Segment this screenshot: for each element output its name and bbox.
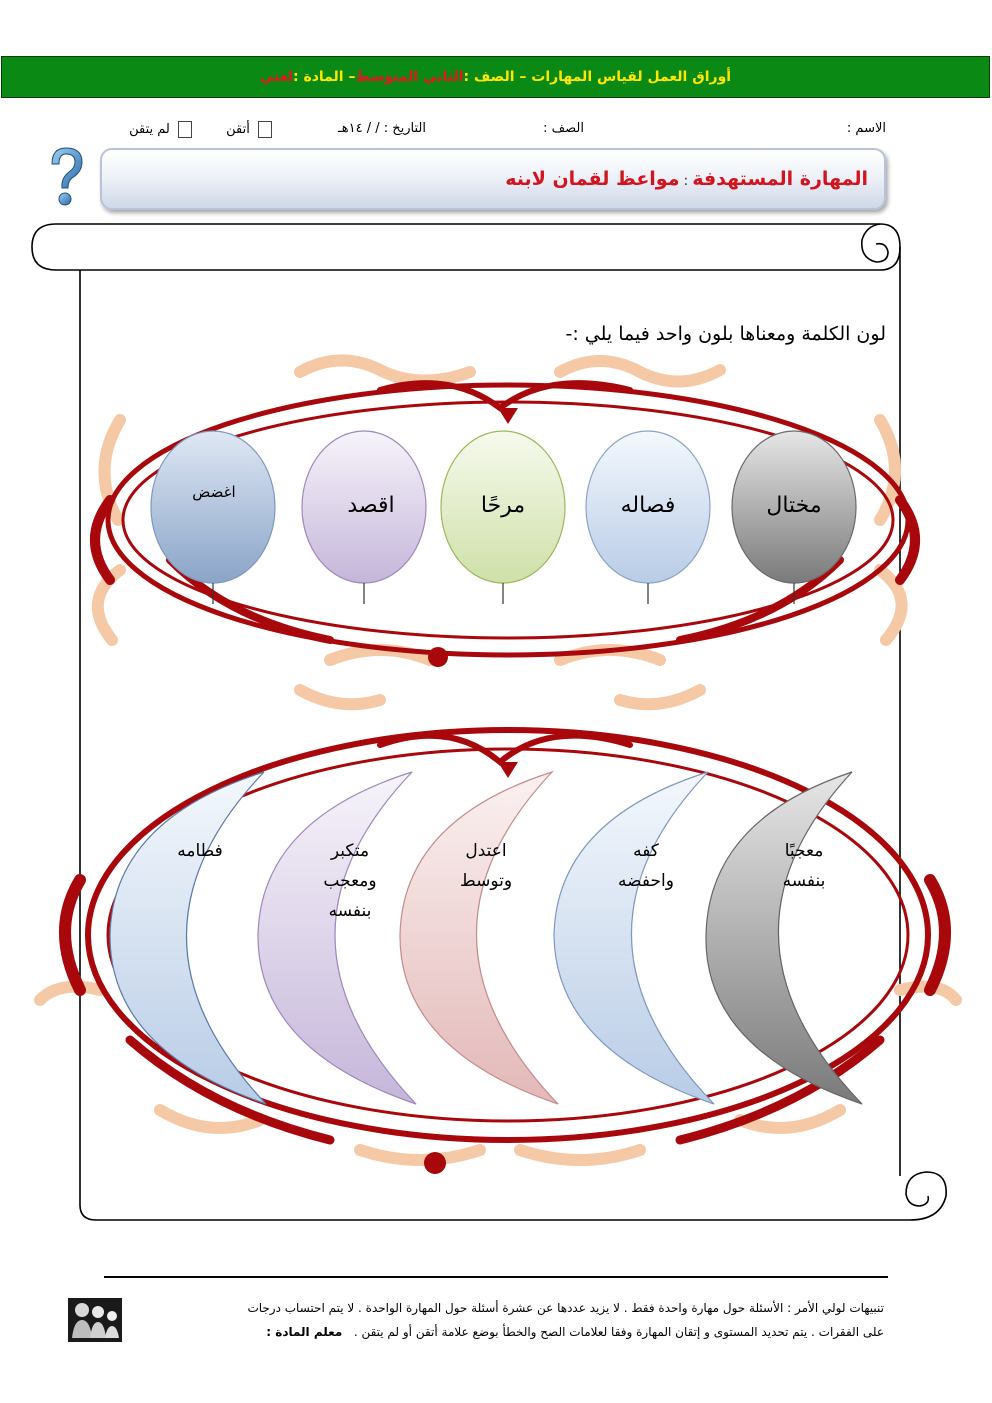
- meaning-moon-5[interactable]: [110, 772, 266, 1104]
- class-field: الصف :: [543, 121, 584, 136]
- skill-label: المهارة المستهدفة: [692, 168, 868, 190]
- meaning-label-1: [754, 836, 854, 896]
- banner-subject-label: – المادة :: [292, 69, 356, 85]
- date-field: التاريخ : / / ١٤هـ: [337, 121, 426, 136]
- footer-divider: [104, 1276, 888, 1278]
- footer-notes: [132, 1296, 884, 1344]
- not-mastered-label: لم يتقن: [129, 122, 170, 137]
- meaning-3-line-2: وتوسط: [459, 871, 513, 891]
- parents-icon: [68, 1298, 122, 1342]
- meaning-3-line-1: اعتدل: [465, 841, 507, 861]
- meaning-label-4: [300, 836, 400, 926]
- meaning-4-line-1: متكبر: [330, 841, 370, 861]
- word-label-4: اقصد: [347, 493, 395, 518]
- skill-separator: :: [683, 173, 689, 189]
- meaning-label-2: [596, 836, 696, 896]
- word-label-1: مختال: [766, 493, 822, 518]
- word-label-3: مرحًا: [480, 493, 526, 518]
- instruction-text: لون الكلمة ومعناها بلون واحد فيما يلي :-: [565, 323, 886, 345]
- meaning-5-line-1: فطامه: [177, 841, 223, 861]
- footer-line-2: [132, 1320, 884, 1344]
- meaning-moon-3[interactable]: [400, 772, 558, 1104]
- teacher-label: معلم المادة :: [266, 1325, 343, 1339]
- meaning-4-line-3: بنفسه: [328, 901, 372, 921]
- meaning-1-line-1: معجبًا: [784, 841, 824, 861]
- meaning-4-line-2: ومعجب: [323, 871, 377, 891]
- word-label-5: اغضض: [192, 483, 236, 501]
- meaning-moon-1[interactable]: [706, 772, 862, 1104]
- skill-value: مواعظ لقمان لابنه: [505, 168, 680, 190]
- word-label-2: فصاله: [620, 493, 676, 518]
- meaning-label-5: [150, 836, 250, 866]
- meaning-moon-4[interactable]: [258, 772, 416, 1104]
- meaning-label-3: [436, 836, 536, 896]
- meaning-moon-2[interactable]: [554, 772, 714, 1104]
- banner-title: أوراق العمل لقياس المهارات – الصف :: [463, 69, 732, 85]
- banner-subject: لغتي: [259, 69, 293, 85]
- banner-grade: الثاني المتوسط: [355, 69, 464, 85]
- name-field: الاسم :: [846, 121, 886, 136]
- footer-line-1: تنبيهات لولي الأمر : الأسئلة حول مهارة واحدة فقط . لا يزيد عددها عن عشرة أسئلة حول المهارة الواحدة . لا يتم احتساب درجات: [247, 1301, 884, 1315]
- meaning-2-line-2: واحفضه: [618, 871, 674, 891]
- meaning-1-line-2: بنفسه: [782, 871, 826, 891]
- meaning-2-line-1: كفه: [633, 841, 659, 861]
- footer-line-2-text: على الفقرات . يتم تحديد المستوى و إتقان المهارة وفقا لعلامات الصح والخطأ بوضع علامة أتقن أو لم يتقن .: [353, 1325, 884, 1339]
- mastered-label: أتقن: [226, 122, 250, 137]
- word-oval-5[interactable]: [151, 431, 275, 583]
